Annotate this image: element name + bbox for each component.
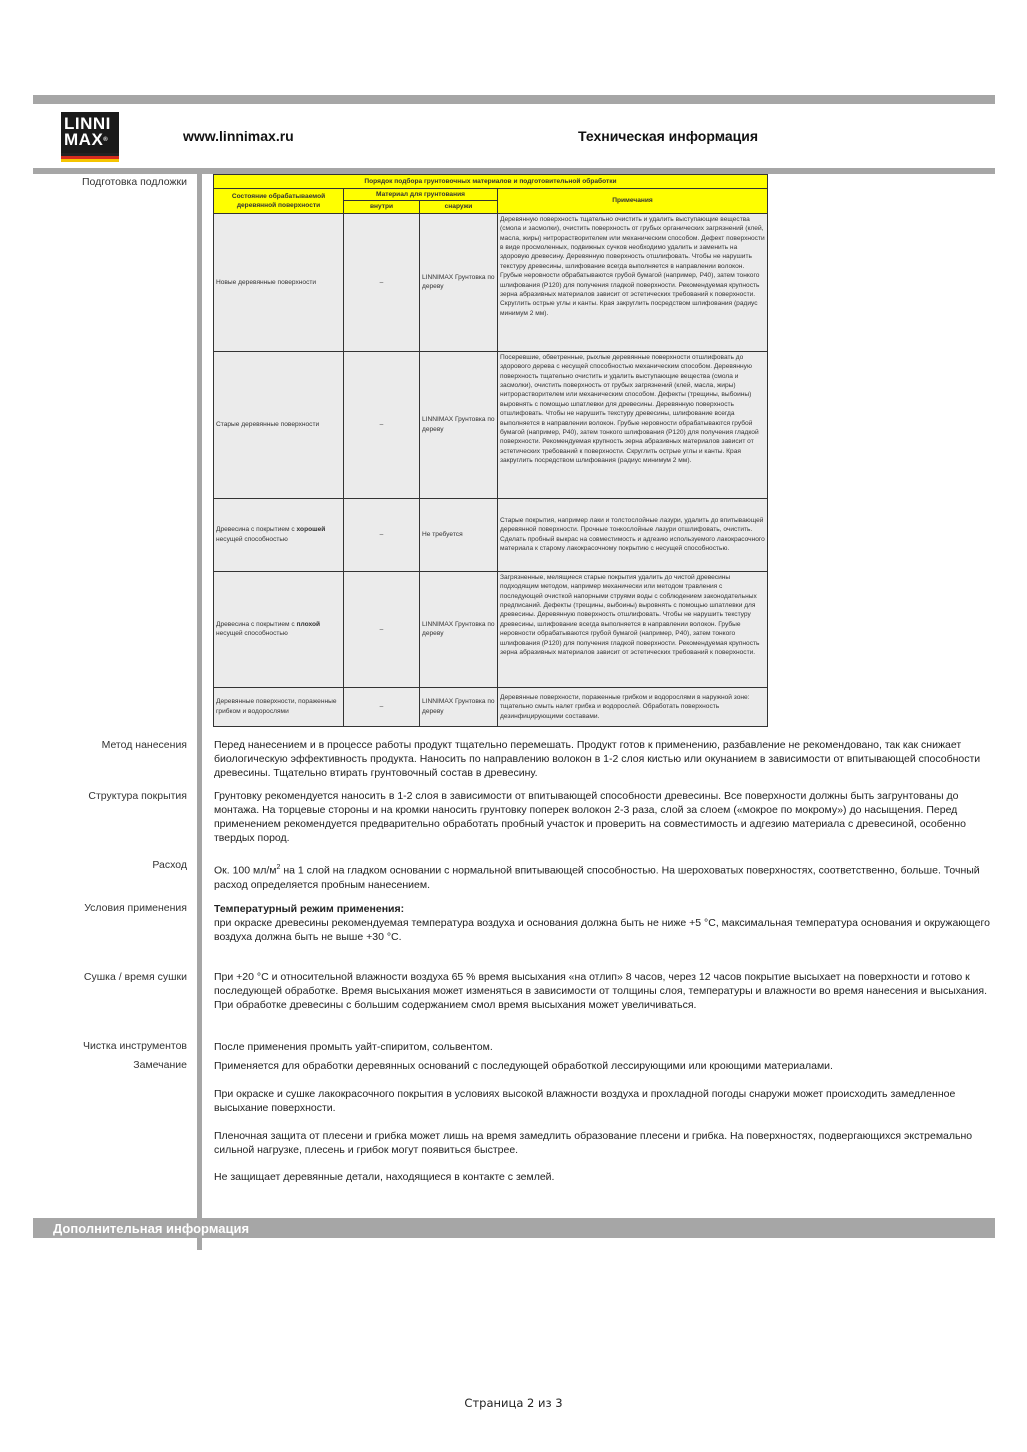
cell-inside: – [344, 351, 420, 498]
superscript: 2 [276, 864, 281, 871]
table-row [214, 571, 768, 687]
additional-info-bar [33, 1218, 995, 1238]
cell-inside: – [344, 213, 420, 351]
conditions-block [214, 902, 994, 944]
document-title: Техническая информация [578, 128, 759, 144]
col-header-inside: внутри [344, 201, 420, 213]
cell-outside: Не требуется [420, 498, 498, 571]
cell-inside: – [344, 498, 420, 571]
table-row [214, 351, 768, 498]
col-header-state: Состояние обрабатываемой деревянной поверхности [214, 189, 344, 214]
site-url[interactable]: www.linnimax.ru [183, 128, 294, 144]
col-header-notes: Примечания [498, 189, 768, 214]
table-title-row [214, 175, 768, 189]
cell-notes: Деревянные поверхности, пораженные грибком и водорослями в наружной зоне: тщательно смыть налет грибка и водорослей. Обработать поверхность дезинфицирующими составами. [498, 687, 768, 726]
label-consumption: Расход [152, 859, 187, 871]
page-number: Страница 2 из 3 [464, 1396, 563, 1410]
remark-p3: Пленочная защита от плесени и грибка может лишь на время замедлить образование плесени и грибка. На поверхностях, подвергающихся экстремально сильной нагрузке, плесень и грибок могут появиться быстрее. [214, 1130, 973, 1156]
drying-text: При +20 °C и относительной влажности воздуха 65 % время высыхания «на отлип» 8 часов, через 12 часов покрытие высыхает на поверхности и готово к последующей обработке. Время высыхания может изменяться в зависимости от толщины слоя, температуры и влажности во время нанесения и высыхания. При обработке древесины с большим содержанием смол время высыхания может увеличиваться. [214, 971, 987, 1011]
column-divider [197, 174, 202, 1250]
header-top-bar [33, 95, 995, 104]
cell-state: Деревянные поверхности, пораженные грибком и водорослями [214, 687, 344, 726]
conditions-heading: Температурный режим применения: [214, 903, 405, 915]
logo-line1: LINNI [64, 114, 111, 133]
label-method: Метод нанесения [101, 739, 187, 751]
flag-stripe-gold [61, 159, 119, 162]
cell-state: Новые деревянные поверхности [214, 213, 344, 351]
method-text: Перед нанесением и в процессе работы продукт тщательно перемешать. Продукт готов к применению, разбавление не рекомендовано, так как снижает биологическую эффективность продукта. Наносить по направлению волокон в 1-2 слоя кистью или окунанием в зависимости от впитывающей способности древесины. Тщательно втирать грунтовочный состав в древесину. [214, 739, 981, 779]
preparation-table [213, 174, 768, 727]
consumption-amount: Ок. 100 мл/м [214, 864, 277, 877]
logo-line2-text: MAX [64, 130, 104, 149]
registered-mark: ® [103, 137, 109, 143]
linnimax-logo [61, 112, 119, 162]
additional-info-title: Дополнительная информация [53, 1221, 250, 1236]
cell-state: Старые деревянные поверхности [214, 351, 344, 498]
cell-state [214, 571, 344, 687]
label-cleaning: Чистка инструментов [82, 1040, 187, 1052]
label-remark: Замечание [133, 1059, 187, 1071]
remark-p1: Применяется для обработки деревянных оснований с последующей обработкой лессирующими или кроющими материалами. [214, 1060, 833, 1072]
state-text: несущей способностью [216, 535, 288, 543]
table-title: Порядок подбора грунтовочных материалов и подготовительной обработки [214, 175, 768, 189]
col-header-outside: снаружи [420, 201, 498, 213]
cell-notes: Загрязненные, мелящиеся старые покрытия удалить до чистой древесины подходящим методом, например механически или методом травления с последующей очисткой напорными струями воды с соблюдением законодательных предписаний. Дефекты (трещины, выбоины) выровнять с помощью шпатлевки для древесины. Деревянную поверхность отшлифовать. Чтобы не нарушить текстуру древесины, шлифование всегда выполняется в направлении волокон. Грубые неровности обрабатываются грубой бумагой (например, P40), затем тонкого шлифования (P120) для получения гладкой поверхности. Рекомендуемая крупность зерна абразивных материалов зависит от эстетических требований к поверхности. [498, 571, 768, 687]
cleaning-text: После применения промыть уайт-спиритом, сольвентом. [214, 1041, 493, 1053]
cell-inside: – [344, 687, 420, 726]
table-row [214, 213, 768, 351]
state-text: Древесина с покрытием с [216, 620, 297, 628]
col-header-material: Материал для грунтования [344, 189, 498, 201]
state-text: несущей способностью [216, 630, 288, 638]
table-header-row [214, 189, 768, 201]
table-row [214, 687, 768, 726]
label-conditions: Условия применения [84, 902, 187, 914]
cell-state [214, 498, 344, 571]
state-emphasis: хорошей [296, 526, 326, 534]
cell-inside: – [344, 571, 420, 687]
cell-outside: LINNIMAX Грунтовка по дереву [420, 213, 498, 351]
table-row [214, 498, 768, 571]
consumption-details: на 1 слой на гладком основании с нормальной впитывающей способностью. На шероховатых поверхностях, соответственно, больше. Точный расход определяется пробным нанесением. [214, 864, 980, 891]
conditions-text: при окраске древесины рекомендуемая температура воздуха и основания должна быть не ниже +5 °C, максимальная температура основания и окружающего воздуха должна быть не выше +30 °C. [214, 917, 990, 943]
state-text: Древесина с покрытием с [216, 526, 297, 534]
cell-outside: LINNIMAX Грунтовка по дереву [420, 571, 498, 687]
cell-outside: LINNIMAX Грунтовка по дереву [420, 687, 498, 726]
consumption-text [214, 861, 994, 892]
label-structure: Структура покрытия [88, 790, 187, 802]
label-drying: Сушка / время сушки [83, 971, 187, 983]
remark-p4: Не защищает деревянные детали, находящиеся в контакте с землей. [214, 1171, 555, 1183]
state-emphasis: плохой [296, 620, 321, 628]
cell-notes: Посеревшие, обветренные, рыхлые деревянные поверхности отшлифовать до здорового дерева с несущей способностью механическим способом. Деревянную поверхность тщательно очистить и удалить выступающие вещества (смола и засмолки), очистить поверхность от грубых загрязнений (клей, масла, жиры) нитрорастворителем или механическим способом. Дефекты (трещины, выбоины) выровнять с помощью шпатлевки для древесины. Деревянную поверхность отшлифовать. Чтобы не нарушить текстуру древесины, шлифование всегда выполняется в направлении волокон. Грубые неровности обрабатываются грубой бумагой (например, P40), затем тонкого шлифования (P120) для получения гладкой поверхности. Рекомендуемая крупность зерна абразивных материалов зависит от эстетических требований к поверхности. Скруглить острые углы и канты. Края закруглить посредством шлифования (радиус минимум 2 мм). [498, 351, 768, 498]
cell-notes: Деревянную поверхность тщательно очистить и удалить выступающие вещества (смола и засмолки), очистить поверхность от грубых органических загрязнений (клей, масла, жиры) нитрорастворителем или механическим способом. Дефект поверхности в виде просмоленных, подвижных сучков необходимо удалить и заменить на здоровую древесину. Деревянную поверхность отшлифовать. Чтобы не нарушить текстуру древесины, шлифование всегда выполняется в направлении волокон. Грубые неровности обрабатываются грубой бумагой (например, P40), затем тонкого шлифования (P120) для получения гладкой поверхности. Рекомендуемая крупность зерна абразивных материалов зависит от эстетических требований к поверхности. Скруглить острые углы и канты. Края закруглить посредством шлифования (радиус минимум 2 мм). [498, 213, 768, 351]
cell-notes: Старые покрытия, например лаки и толстослойные лазури, удалить до впитывающей деревянной поверхности. Прочные тонкослойные лазури отшлифовать, очистить. Сделать пробный выкрас на совместимость и адгезию используемого лакокрасочного материала к старому лакокрасочному покрытию с несущей способностью. [498, 498, 768, 571]
logo-line2 [64, 132, 119, 148]
remark-p2: При окраске и сушке лакокрасочного покрытия в условиях высокой влажности воздуха и прохладной погоды снаружи может происходить замедленное высыхание поверхности. [214, 1088, 956, 1114]
label-preparation: Подготовка подложки [81, 176, 187, 188]
cell-outside: LINNIMAX Грунтовка по дереву [420, 351, 498, 498]
structure-text: Грунтовку рекомендуется наносить в 1-2 слоя в зависимости от впитывающей способности древесины. Все поверхности должны быть загрунтованы до монтажа. На торцевые стороны и на кромки наносить грунтовку поперек волокон 2-3 раза, слой за слоем («мокрое по мокрому») до насыщения. Перед применением рекомендуется предварительно обработать пробный участок и проверить на совместимость и адгезию материала с древесиной, особенно твердых пород. [214, 790, 966, 844]
